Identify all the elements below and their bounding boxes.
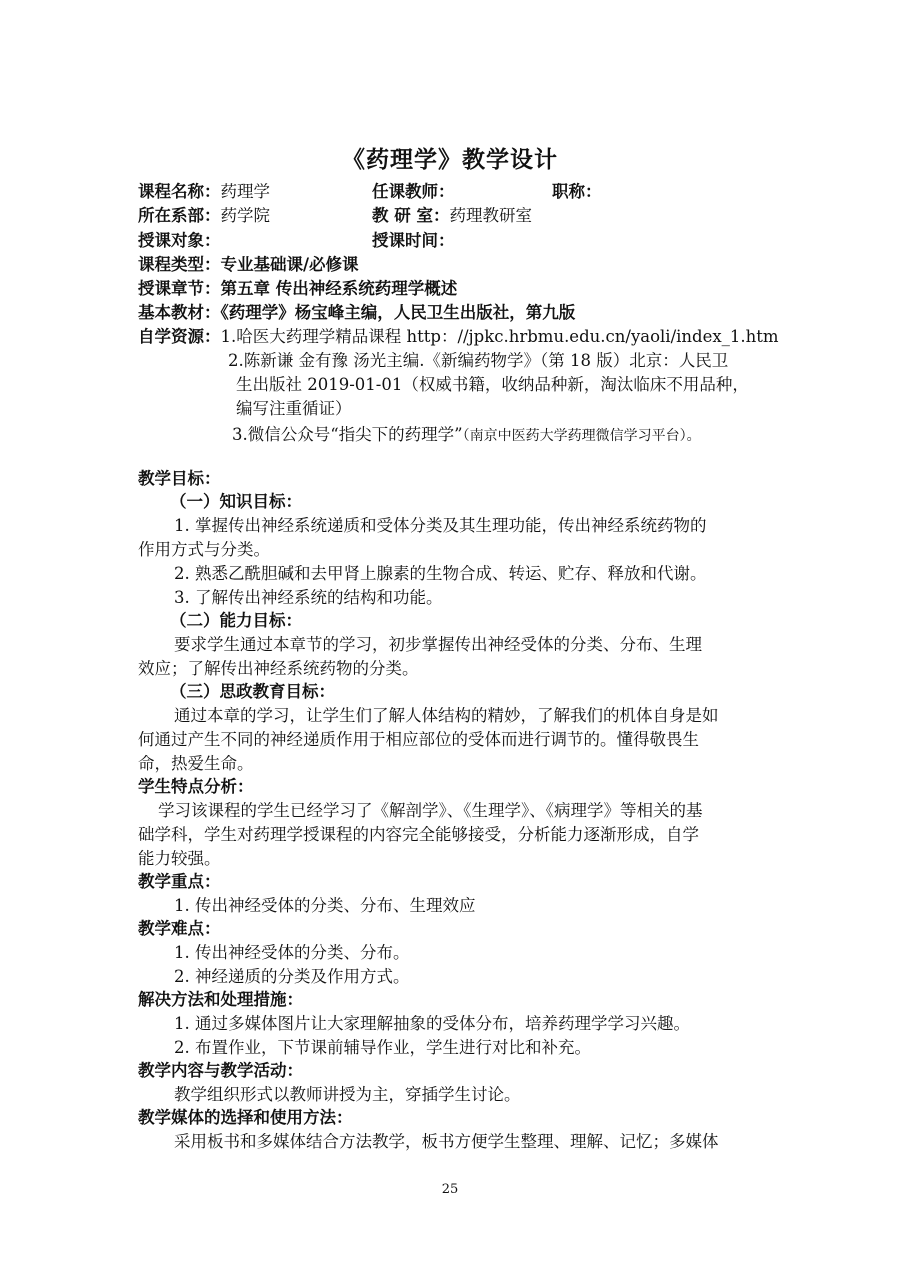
activities-heading: 教学内容与教学活动： — [138, 1061, 303, 1080]
resource-3-main: 3.微信公众号“指尖下的药理学” — [232, 425, 463, 444]
objectives-heading: 教学目标： — [138, 469, 221, 488]
resource-1: 1.哈医大药理学精品课程 http：//jpkc.hrbmu.edu.cn/yaoli/index_1.htm — [220, 327, 779, 346]
resource-2-line2: 生出版社 2019-01-01（权威书籍，收纳品种新，淘汰临床不用品种， — [236, 375, 749, 394]
ideology-heading: （三）思政教育目标： — [170, 682, 335, 701]
course-name-row — [138, 180, 270, 204]
textbook-label: 基本教材： — [138, 303, 221, 322]
dept-value: 药学院 — [220, 206, 270, 225]
chapter-value: 第五章 传出神经系统药理学概述 — [220, 279, 458, 298]
students-heading: 学生特点分析： — [138, 777, 254, 796]
course-name-label: 课程名称： — [138, 182, 221, 201]
resource-3-note: （南京中医药大学药理微信学习平台）。 — [462, 428, 701, 444]
knowledge-1-line1: 1. 掌握传出神经系统递质和受体分类及其生理功能，传出神经系统药物的 — [174, 516, 707, 535]
chapter-row — [138, 277, 457, 301]
time-label: 授课时间： — [372, 231, 455, 250]
type-row — [138, 253, 359, 277]
office-row — [372, 204, 532, 228]
page-title: 《药理学》教学设计 — [342, 147, 558, 173]
keypoints-item-1: 1. 传出神经受体的分类、分布、生理效应 — [174, 896, 476, 915]
resources-row — [138, 325, 779, 349]
type-value: 专业基础课/必修课 — [220, 255, 359, 274]
page-number: 25 — [441, 1182, 459, 1197]
resources-label: 自学资源： — [138, 327, 221, 346]
ideology-line1: 通过本章的学习，让学生们了解人体结构的精妙，了解我们的机体自身是如 — [174, 706, 719, 725]
ideology-line2: 何通过产生不同的神经递质作用于相应部位的受体而进行调节的。懂得敬畏生 — [138, 730, 699, 749]
office-label: 教 研 室： — [372, 206, 450, 225]
difficulties-item-2: 2. 神经递质的分类及作用方式。 — [174, 967, 410, 986]
students-line3: 能力较强。 — [138, 849, 221, 868]
students-line1: 学习该课程的学生已经学习了《解剖学》、《生理学》、《病理学》等相关的基 — [158, 801, 703, 820]
resource-2-line3: 编写注重循证） — [236, 399, 352, 418]
solutions-item-1: 1. 通过多媒体图片让大家理解抽象的受体分布，培养药理学学习兴趣。 — [174, 1014, 690, 1033]
solutions-item-2: 2. 布置作业，下节课前辅导作业，学生进行对比和补充。 — [174, 1038, 591, 1057]
dept-label: 所在系部： — [138, 206, 221, 225]
knowledge-heading: （一）知识目标： — [170, 492, 302, 511]
ability-line2: 效应；了解传出神经系统药物的分类。 — [138, 659, 419, 678]
ability-heading: （二）能力目标： — [170, 611, 302, 630]
rank-label: 职称： — [552, 182, 602, 201]
media-heading: 教学媒体的选择和使用方法： — [138, 1108, 353, 1127]
knowledge-1-line2: 作用方式与分类。 — [138, 540, 270, 559]
knowledge-3: 3. 了解传出神经系统的结构和功能。 — [174, 588, 443, 607]
keypoints-heading: 教学重点： — [138, 872, 221, 891]
difficulties-item-1: 1. 传出神经受体的分类、分布。 — [174, 943, 410, 962]
difficulties-heading: 教学难点： — [138, 919, 221, 938]
teacher-label: 任课教师： — [372, 182, 455, 201]
resource-2-line1: 2.陈新谦 金有豫 汤光主编.《新编药物学》（第 18 版）北京：人民卫 — [228, 351, 729, 370]
ability-line1: 要求学生通过本章节的学习，初步掌握传出神经受体的分类、分布、生理 — [174, 635, 702, 654]
chapter-label: 授课章节： — [138, 279, 221, 298]
type-label: 课程类型： — [138, 255, 221, 274]
knowledge-2: 2. 熟悉乙酰胆碱和去甲肾上腺素的生物合成、转运、贮存、释放和代谢。 — [174, 564, 707, 583]
dept-row — [138, 204, 270, 228]
course-name-value: 药理学 — [220, 182, 270, 201]
activities-line1: 教学组织形式以教师讲授为主，穿插学生讨论。 — [174, 1085, 521, 1104]
textbook-row — [138, 301, 575, 325]
media-line1: 采用板书和多媒体结合方法教学，板书方便学生整理、理解、记忆；多媒体 — [174, 1132, 719, 1151]
ideology-line3: 命，热爱生命。 — [138, 754, 254, 773]
solutions-heading: 解决方法和处理措施： — [138, 990, 303, 1009]
audience-label: 授课对象： — [138, 231, 221, 250]
resource-3-row — [232, 423, 701, 448]
textbook-value: 《药理学》杨宝峰主编，人民卫生出版社，第九版 — [220, 303, 576, 322]
students-line2: 础学科，学生对药理学授课程的内容完全能够接受，分析能力逐渐形成，自学 — [138, 825, 699, 844]
office-value: 药理教研室 — [449, 206, 532, 225]
